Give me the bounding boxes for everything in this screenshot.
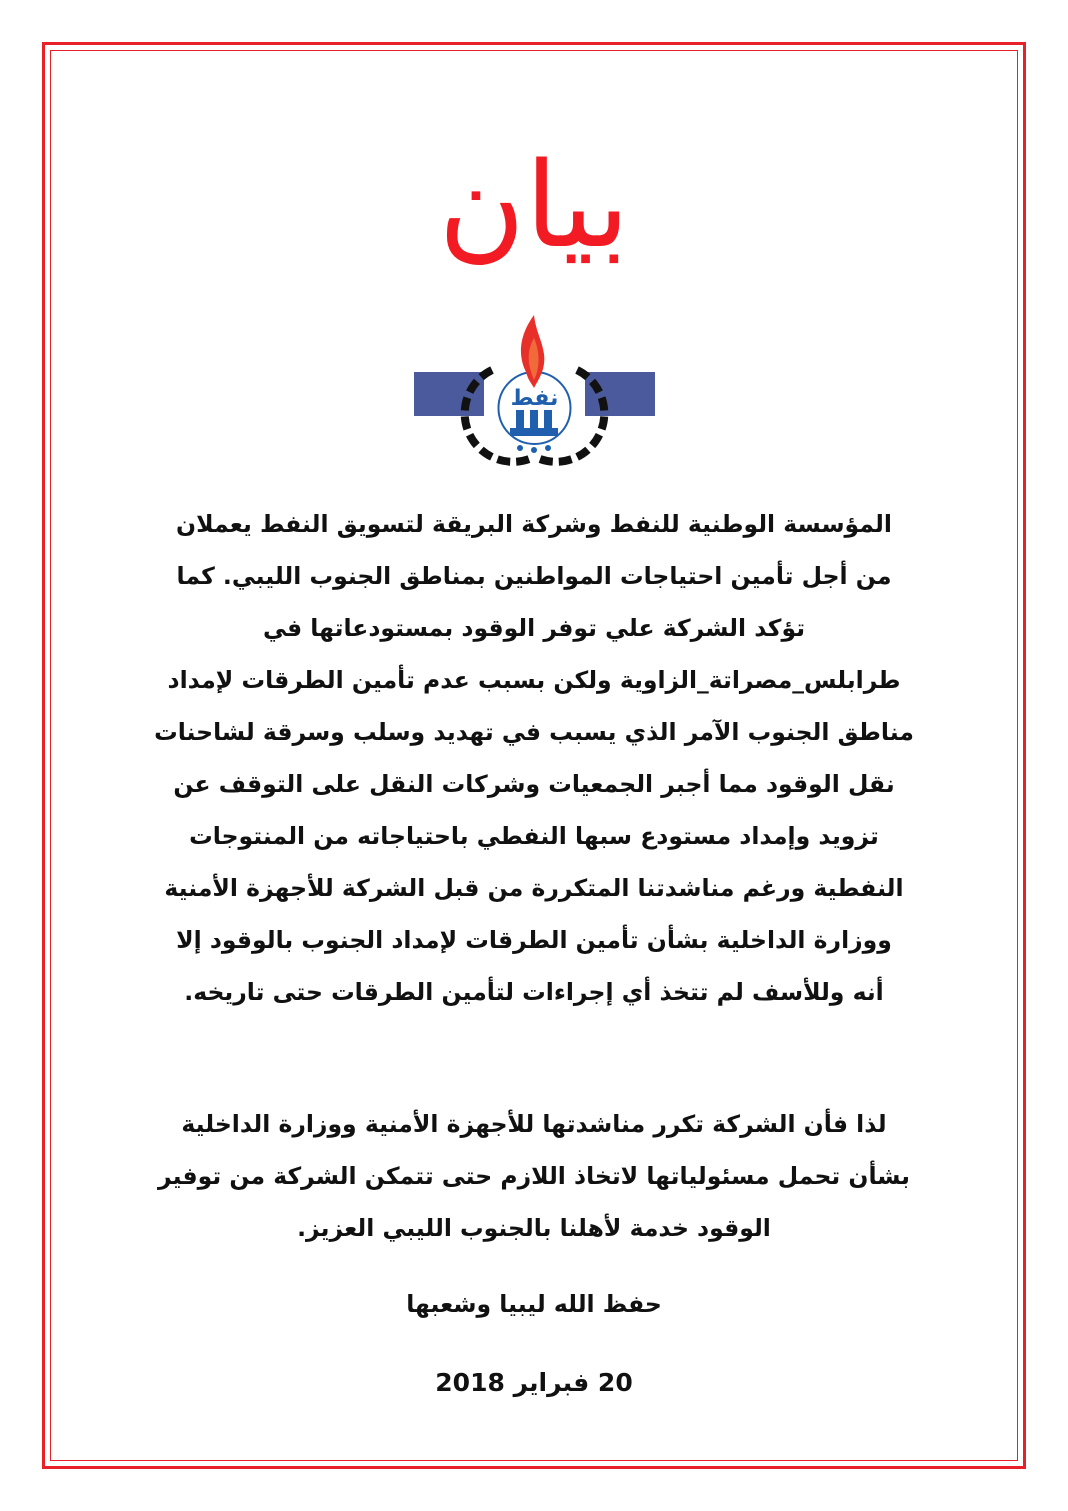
statement-paragraph-2 [150, 1098, 918, 1254]
paragraph-line: أنه وللأسف لم تتخذ أي إجراءات لتأمين الطرقات حتى تاريخه. [184, 978, 884, 1006]
paragraph-line: تزويد وإمداد مستودع سبها النفطي باحتياجاته من المنتوجات [189, 822, 879, 850]
paragraph-line: نقل الوقود مما أجبر الجمعيات وشركات النقل على التوقف عن [173, 770, 895, 798]
paragraph-line: لذا فأن الشركة تكرر مناشدتها للأجهزة الأمنية ووزارة الداخلية [181, 1110, 887, 1138]
logo-word: نفط [510, 386, 559, 411]
noc-flame-logo-icon [412, 310, 657, 470]
paragraph-line: مناطق الجنوب الآمر الذي يسبب في تهديد وسلب وسرقة لشاحنات [154, 718, 914, 746]
paragraph-line: بشأن تحمل مسئولياتها لاتخاذ اللازم حتى تتمكن الشركة من توفير [157, 1162, 911, 1190]
paragraph-line: المؤسسة الوطنية للنفط وشركة البريقة لتسويق النفط يعملان [176, 510, 892, 538]
closing-line: حفظ الله ليبيا وشعبها [406, 1290, 662, 1318]
paragraph-line: طرابلس_مصراتة_الزاوية ولكن بسبب عدم تأمين الطرقات لإمداد [167, 666, 901, 694]
paragraph-line: من أجل تأمين احتياجات المواطنين بمناطق الجنوب الليبي. كما [176, 562, 892, 590]
statement-paragraph-1 [150, 498, 918, 1018]
paragraph-line: الوقود خدمة لأهلنا بالجنوب الليبي العزيز. [297, 1214, 771, 1242]
paragraph-line: النفطية ورغم مناشدتنا المتكررة من قبل الشركة للأجهزة الأمنية [164, 874, 904, 902]
paragraph-line: تؤكد الشركة علي توفر الوقود بمستودعاتها في [262, 614, 806, 642]
statement-date: 20 فبراير 2018 [435, 1368, 633, 1397]
paragraph-line: ووزارة الداخلية بشأن تأمين الطرقات لإمداد الجنوب بالوقود إلا [176, 926, 892, 954]
statement-title: بيان [438, 136, 630, 274]
